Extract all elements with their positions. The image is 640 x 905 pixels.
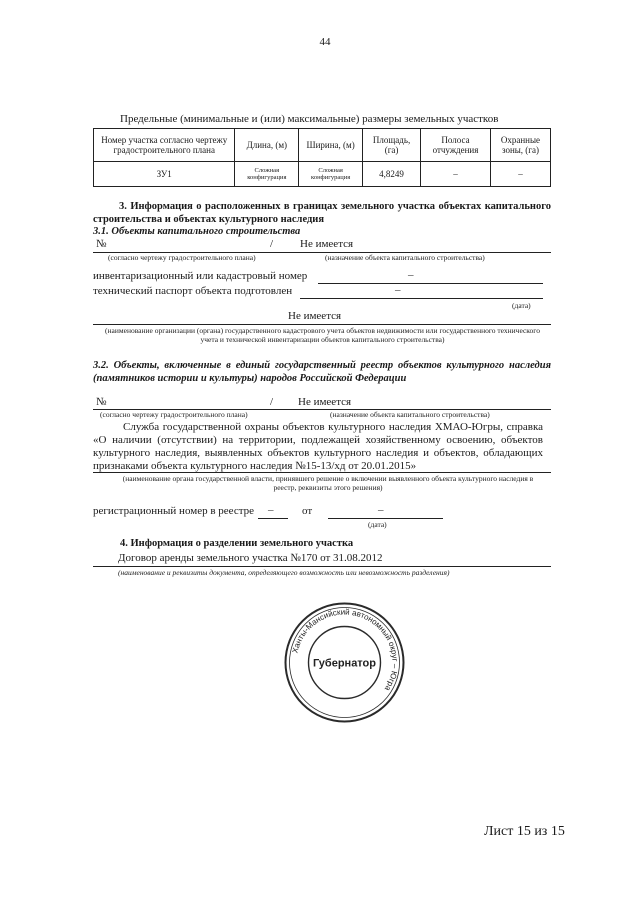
registry-label: регистрационный номер в реестре	[93, 505, 255, 517]
th-length: Длина, (м)	[235, 129, 299, 162]
inventory-dash: –	[408, 269, 414, 281]
cell-length: Сложная конфигурация	[235, 162, 299, 187]
cell-area: 4,8249	[363, 162, 421, 187]
section4-heading: 4. Информация о разделении земельного участка	[120, 538, 354, 549]
org-caption: (наименование организации (органа) государственного кадастрового учета объектов недвижимости или государственного технического учета и технической инвентаризации объектов капитального строительства)	[105, 326, 540, 344]
contract-text: Договор аренды земельного участка №170 от 31.08.2012	[118, 552, 383, 564]
th-zones: Охранные зоны, (га)	[490, 129, 550, 162]
objects-none: Не имеется	[300, 238, 354, 250]
objects-caption-purpose: (назначение объекта капитального строительства)	[325, 253, 485, 262]
sizes-title: Предельные (минимальные и (или) максимальные) размеры земельных участков	[120, 113, 499, 125]
registry-date-caption: (дата)	[368, 520, 387, 529]
service-text: Служба государственной охраны объектов культурного наследия ХМАО-Югры, справка «О наличии (отсутствии) на территории, подлежащей хозяйственному освоению, объектов культурного наследия, выявленных объектов культурного наследия и объектов, обладающих признаками объекта культурного наследия №15-13/хд от 20.01.2015»	[93, 421, 543, 472]
cell-number: ЗУ1	[94, 162, 235, 187]
heritage-caption-plan: (согласно чертежу градостроительного плана)	[100, 410, 248, 419]
division-caption: (наименование и реквизиты документа, определяющего возможность или невозможность разделения)	[118, 568, 450, 577]
section3-2-title: 3.2. Объекты, включенные в единый государственный реестр объектов культурного наследия (памятников истории и культуры) народов Российской Федерации	[93, 360, 551, 384]
section3-heading: 3. Информация о расположенных в границах земельного участка объектах капитального строительства и объектах культурного наследия	[93, 201, 551, 225]
stamp-ring-text: Ханты-Мансийский автономный округ – Югра	[290, 607, 400, 693]
heritage-none: Не имеется	[298, 396, 352, 408]
cell-width: Сложная конфигурация	[299, 162, 363, 187]
cell-zones: –	[490, 162, 550, 187]
passport-label: технический паспорт объекта подготовлен	[93, 285, 293, 297]
objects-caption-plan: (согласно чертежу градостроительного плана)	[108, 253, 256, 262]
sizes-table	[93, 128, 551, 187]
heritage-slash: /	[270, 396, 274, 408]
registry-date-dash: –	[378, 504, 384, 516]
org-none: Не имеется	[288, 310, 342, 322]
th-strip: Полоса отчуждения	[421, 129, 491, 162]
objects-slash: /	[270, 238, 274, 250]
heritage-no: №	[96, 396, 107, 408]
th-number: Номер участка согласно чертежу градостроительного плана	[94, 129, 235, 162]
registry-dash: –	[268, 504, 274, 516]
section3-1-title: 3.1. Объекты капитального строительства	[93, 226, 301, 237]
objects-no: №	[96, 238, 107, 250]
th-width: Ширина, (м)	[299, 129, 363, 162]
inventory-label: инвентаризационный или кадастровый номер	[93, 270, 308, 282]
decision-caption: (наименование органа государственной власти, принявшего решение о включении выявленного объекта культурного наследия в реестр, реквизиты этого решения)	[122, 474, 534, 492]
th-area: Площадь, (га)	[363, 129, 421, 162]
passport-date-caption: (дата)	[512, 301, 531, 310]
sheet-footer: Лист 15 из 15	[484, 824, 565, 839]
page-number: 44	[319, 36, 331, 48]
stamp-center-text: Губернатор	[312, 657, 377, 670]
heritage-caption-purpose: (назначение объекта капитального строительства)	[330, 410, 490, 419]
governor-stamp	[282, 600, 407, 725]
registry-ot: от	[302, 505, 313, 517]
cell-strip: –	[421, 162, 491, 187]
passport-dash: –	[395, 284, 401, 296]
